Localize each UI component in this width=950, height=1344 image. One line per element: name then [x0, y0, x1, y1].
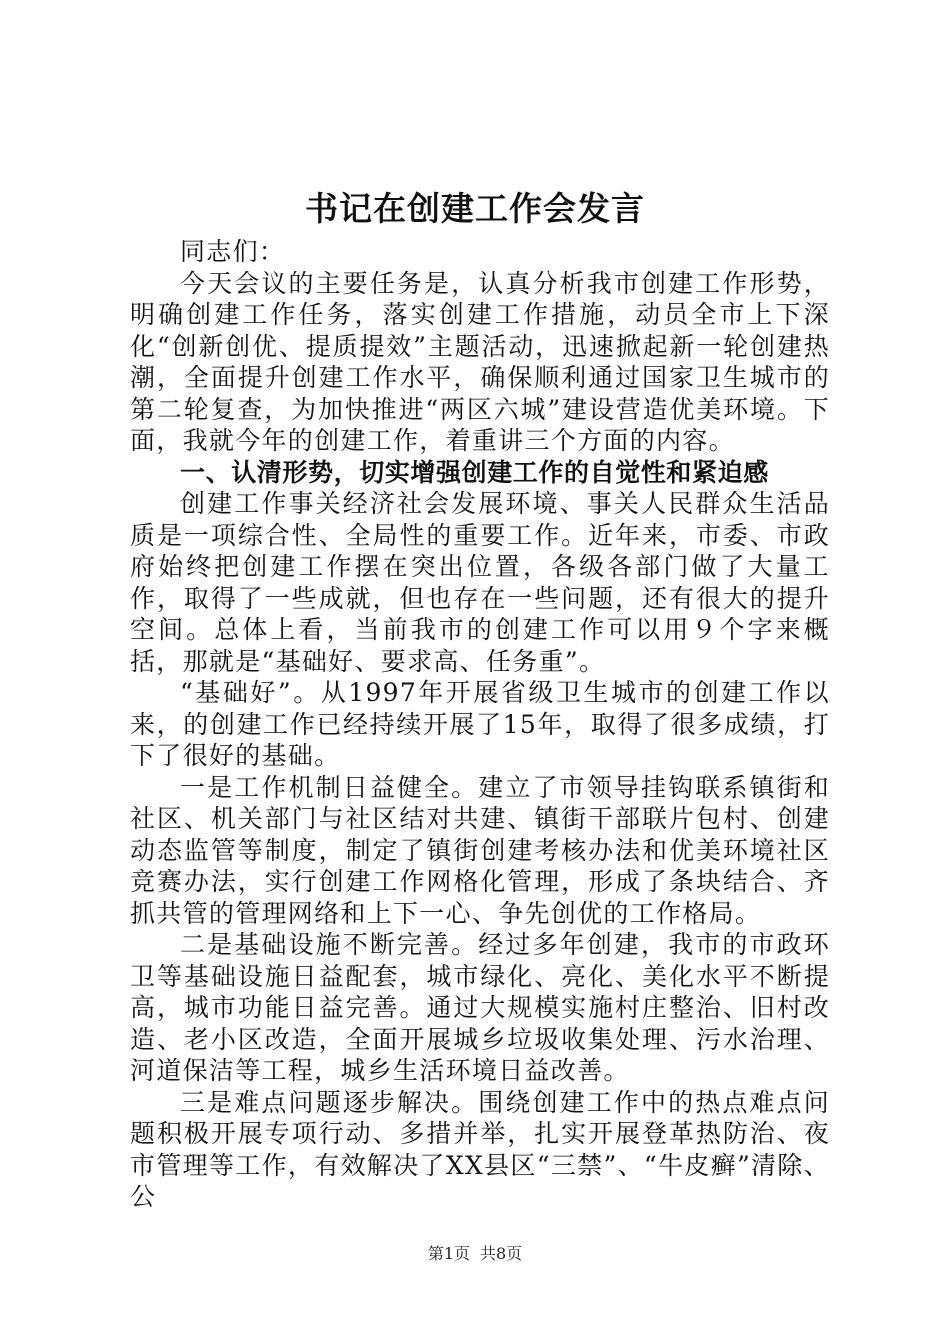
body-paragraph: 一是工作机制日益健全。建立了市领导挂钩联系镇街和社区、机关部门与社区结对共建、镇街干部联片包村、创建动态监管等制度，制定了镇街创建考核办法和优美环境社区竞赛办法，实行创建工作网格化管理，形成了条块结合、齐抓共管的管理网络和上下一心、争先创优的工作格局。 [130, 772, 830, 928]
body-paragraph: 二是基础设施不断完善。经过多年创建，我市的市政环卫等基础设施日益配套，城市绿化、亮化、美化水平不断提高，城市功能日益完善。通过大规模实施村庄整治、旧村改造、老小区改造，全面开展城乡垃圾收集处理、污水治理、河道保洁等工程，城乡生活环境日益改善。 [130, 930, 830, 1085]
body-paragraph: “基础好”。从1997年开展省级卫生城市的创建工作以来，的创建工作已经持续开展了15年，取得了很多成绩，打下了很好的基础。 [130, 678, 830, 770]
page-footer [0, 1242, 950, 1266]
body-paragraph: 创建工作事关经济社会发展环境、事关人民群众生活品质是一项综合性、全局性的重要工作。近年来，市委、市政府始终把创建工作摆在突出位置，各级各部门做了大量工作，取得了一些成就，但也存在一些问题，还有很大的提升空间。总体上看，当前我市的创建工作可以用９个字来概括，那就是“基础好、要求高、任务重”。 [130, 489, 830, 676]
document-body [130, 236, 830, 1213]
page-total: 共8页 [480, 1244, 523, 1263]
section-heading: 一、认清形势，切实增强创建工作的自觉性和紧迫感 [180, 457, 769, 487]
page-number: 第1页 [427, 1244, 470, 1263]
salutation-paragraph: 同志们： [180, 237, 286, 266]
body-paragraph: 三是难点问题逐步解决。围绕创建工作中的热点难点问题积极开展专项行动、多措并举，扎实开展登革热防治、夜市管理等工作，有效解决了XX县区“三禁”、“牛皮癣”清除、公 [130, 1087, 830, 1211]
document-title: 书记在创建工作会发言 [305, 189, 645, 228]
intro-paragraph: 今天会议的主要任务是，认真分析我市创建工作形势，明确创建工作任务，落实创建工作措施，动员全市上下深化“创新创优、提质提效”主题活动，迅速掀起新一轮创建热潮，全面提升创建工作水平，确保顺利通过国家卫生城市的第二轮复查，为加快推进“两区六城”建设营造优美环境。下面，我就今年的创建工作，着重讲三个方面的内容。 [130, 268, 830, 455]
